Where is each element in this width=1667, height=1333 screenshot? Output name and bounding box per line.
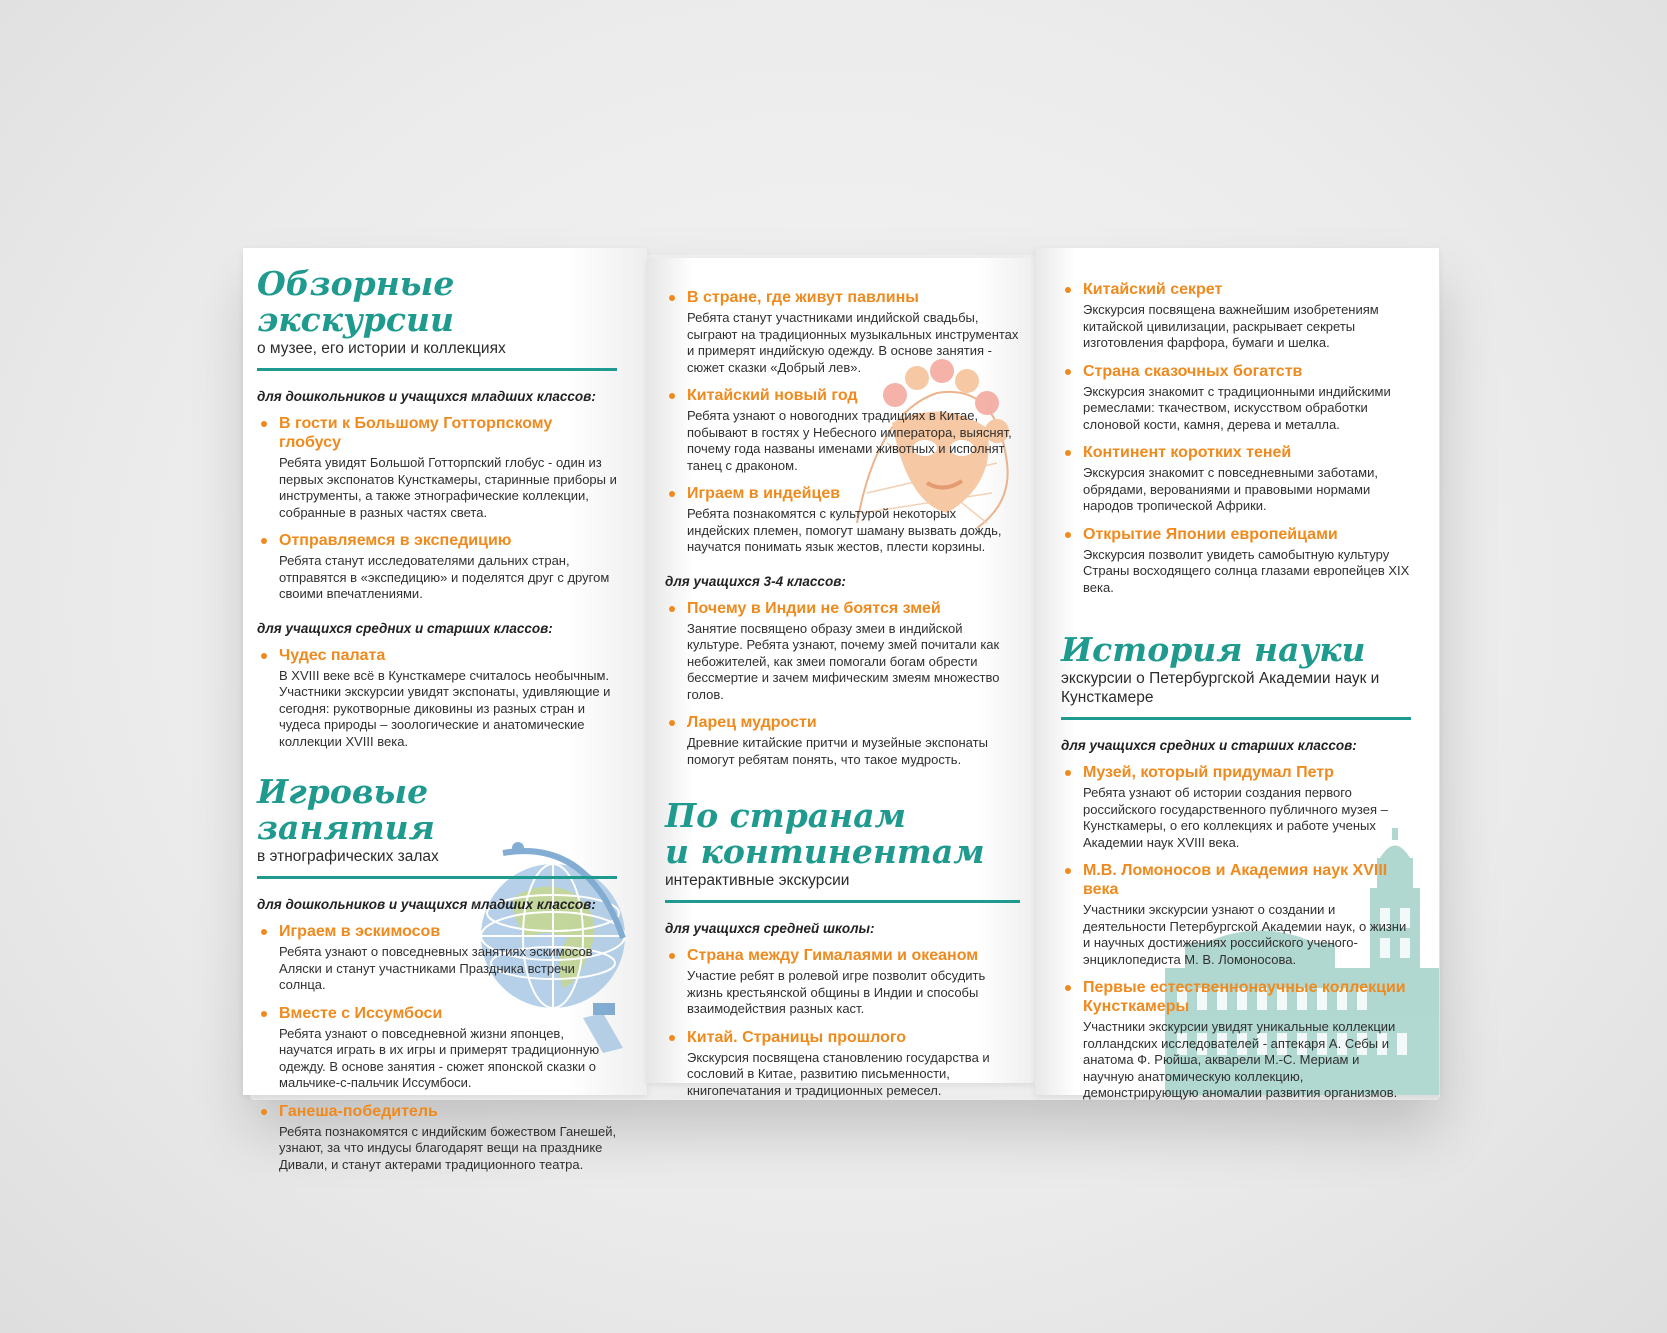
list-item [665, 484, 1020, 556]
item-description: Экскурсия посвящена становлению государства и сословий в Китае, развитию письменности, книгопечатания и традиционных ремесел. [687, 1049, 990, 1098]
item-description: Ребята узнают о повседневных занятиях эскимосов Аляски и станут участниками Праздника встречи солнца. [279, 944, 593, 992]
panel-left [243, 248, 647, 1172]
bullet-icon [1065, 450, 1071, 456]
list-item [257, 531, 617, 603]
list-item [1061, 861, 1411, 968]
item-title: Китайский новый год [687, 387, 858, 404]
section-divider [1061, 717, 1411, 720]
item-title: Играем в эскимосов [279, 923, 441, 940]
list-item [665, 599, 1020, 704]
list-item [257, 646, 617, 751]
item-title: В гости к Большому Готторпскому глобусу [279, 415, 553, 451]
bullet-icon [669, 393, 675, 399]
bullet-icon [261, 1109, 267, 1115]
item-title: Почему в Индии не боятся змей [687, 599, 941, 617]
audience-label: для учащихся средних и старших классов: [1061, 738, 1357, 753]
bullet-icon [669, 295, 675, 301]
middle-panel-content [665, 278, 1020, 1103]
section-subtitle: экскурсии о Петербургской Академии наук и Кунсткамере [1061, 670, 1380, 706]
list-item [1061, 362, 1411, 434]
item-title: М.В. Ломоносов и Академия наук XVIII века [1083, 862, 1388, 898]
bullet-icon [669, 953, 675, 959]
section-title: Игровые занятия [257, 772, 435, 847]
section-subtitle: о музее, его истории и коллекциях [257, 340, 506, 357]
item-title: Играем в индейцев [687, 485, 841, 502]
item-description: Древние китайские притчи и музейные экспонаты помогут ребятам понять, что такое мудрость. [687, 735, 988, 767]
list-item [257, 922, 617, 994]
item-title: Открытие Японии европейцами [1083, 525, 1338, 543]
item-description: Ребята познакомятся с индийским божеством Ганешей, узнают, за что индусы благодарят вещи на празднике Дивали, и станут актерами традиционного театра. [279, 1123, 617, 1172]
item-title: Вместе с Иссумбоси [279, 1004, 443, 1022]
item-title: Китайский секрет [1083, 281, 1223, 298]
list-item [1061, 763, 1411, 851]
bullet-icon [261, 538, 267, 544]
item-title: Континент коротких теней [1083, 444, 1292, 461]
bullet-icon [261, 653, 267, 659]
item-title: Страна между Гималаями и океаном [687, 947, 979, 964]
section-block [665, 798, 1020, 1099]
item-description: Участие ребят в ролевой игре позволит обсудить жизнь крестьянской общины в Индии и способы взаимодействия разных каст. [687, 968, 986, 1016]
bullet-icon [1065, 532, 1071, 538]
section-divider [665, 900, 1020, 903]
list-item [1061, 443, 1411, 515]
item-description: Ребята увидят Большой Готторпский глобус - один из первых экспонатов Кунсткамеры, старинные приборы и инструменты, а также этнографические коллекции, собранные в разных частях света. [279, 455, 617, 520]
bullet-icon [669, 720, 675, 726]
item-description: Занятие посвящено образу змеи в индийской культуре. Ребята узнают, почему змей почитали как небожителей, как змеи помогали богам обрести бессмертие и зачем мифическим змеям множество голов. [687, 620, 1000, 702]
section-title: Обзорные экскурсии [257, 264, 455, 339]
panel-middle [647, 258, 1035, 1098]
item-title: Первые естественнонаучные коллекции Кунсткамеры [1083, 979, 1406, 1015]
item-title: Страна сказочных богатств [1083, 362, 1303, 380]
item-title: Ларец мудрости [687, 714, 817, 731]
item-description: Ребята узнают о повседневной жизни японцев, научатся играть в их игры и примерят традиционную одежду. В основе занятия - сюжет японской сказки о мальчике-с-пальчик Иссумбоси. [279, 1025, 600, 1090]
item-title: Ганеша-победитель [279, 1102, 438, 1120]
item-description: Экскурсия знакомит с повседневными заботами, обрядами, верованиями и правовыми нормами народов тропической Африки. [1083, 465, 1378, 513]
section-divider [257, 876, 617, 879]
section-title-line1: По странам [665, 796, 906, 835]
section-block [257, 266, 617, 750]
audience-label: для дошкольников и учащихся младших классов: [257, 389, 596, 404]
bullet-icon [669, 1035, 675, 1041]
bullet-icon [669, 606, 675, 612]
item-title: В стране, где живут павлины [687, 289, 919, 306]
audience-label: для учащихся 3-4 классов: [665, 573, 846, 589]
audience-label: для дошкольников и учащихся младших классов: [257, 897, 596, 912]
item-description: Участники экскурсии узнают о создании и деятельности Петербургской Академии наук, о жизни и научных достижениях российского ученого-энциклопедиста М. В. Ломоносова. [1083, 902, 1407, 967]
bullet-icon [261, 421, 267, 427]
item-description: Ребята познакомятся с культурой некоторых индейских племен, помогут шаману вызвать дождь, научатся понимать язык жестов, плести корзины. [687, 506, 1002, 554]
list-item [1061, 978, 1411, 1102]
list-item [665, 713, 1020, 768]
list-item [1061, 525, 1411, 597]
item-description: Экскурсия позволит увидеть самобытную культуру Страны восходящего солнца глазами европейцев XIX века. [1083, 546, 1410, 595]
bullet-icon [1065, 770, 1071, 776]
bullet-icon [1065, 868, 1071, 874]
item-description: Экскурсия знакомит с традиционными индийскими ремеслами: ткачеством, искусством обработки слоновой кости, камня, дерева и металла. [1083, 383, 1391, 432]
section-subtitle: интерактивные экскурсии [665, 872, 850, 889]
list-item [665, 386, 1020, 474]
section-block [257, 774, 617, 1173]
bullet-icon [261, 929, 267, 935]
item-description: Ребята узнают о новогодних традициях в Китае, побывают в гостях у Небесного императора, выяснят, почему года названы именами животных и исполнят танец с драконом. [687, 408, 1012, 473]
item-title: Отправляемся в экспедицию [279, 532, 512, 549]
left-panel-content [257, 264, 617, 1172]
item-description: В XVIII веке всё в Кунсткамере считалось необычным. Участники экскурсии увидят экспонаты, удивляющие и сегодня: рукотворные диковины из разных стран и чудеса природы – зоологические и анатомические коллекции XVIII века. [279, 667, 611, 749]
item-description: Ребята станут участниками индийской свадьбы, сыграют на традиционных музыкальных инструментах и примерят индийскую одежду. В основе занятия - сюжет сказки «Добрый лев». [687, 310, 1019, 375]
item-description: Ребята узнают об истории создания первого российского государственного публичного музея – Кунсткамеры, о его коллекциях и работе ученых Академии наук XVIII века. [1083, 785, 1388, 850]
bullet-icon [1065, 287, 1071, 293]
section-subtitle: в этнографических залах [257, 848, 439, 865]
item-title: Китай. Страницы прошлого [687, 1028, 907, 1046]
list-item [665, 946, 1020, 1018]
panel-right [1035, 248, 1439, 1100]
section-block [1061, 632, 1411, 1102]
section-title-line2: и континентам [665, 832, 985, 871]
bullet-icon [1065, 369, 1071, 375]
list-item [1061, 280, 1411, 352]
list-item [257, 1004, 617, 1092]
audience-label: для учащихся средних и старших классов: [257, 620, 553, 636]
bullet-icon [261, 1011, 267, 1017]
item-title: Музей, который придумал Петр [1083, 764, 1334, 781]
item-title: Чудес палата [279, 646, 386, 664]
list-item [257, 1102, 617, 1174]
section-divider [257, 368, 617, 371]
bullet-icon [1065, 985, 1071, 991]
item-description: Экскурсия посвящена важнейшим изобретениям китайской цивилизации, раскрывает секреты изготовления фарфора, бумаги и шелка. [1083, 302, 1379, 350]
audience-label: для учащихся средней школы: [665, 921, 875, 936]
bullet-icon [669, 491, 675, 497]
list-item [665, 1028, 1020, 1100]
item-description: Участники экскурсии увидят уникальные коллекции голландских исследователей - аптекаря А. Себы и анатома Ф. Рюйша, акварели М.-С. Мериам и научную анатомическую коллекцию, демонстрирующую аномалии развития организмов. [1083, 1019, 1398, 1100]
list-item [665, 288, 1020, 376]
right-panel-content [1061, 270, 1411, 1117]
list-item [257, 414, 617, 521]
item-description: Ребята станут исследователями дальних стран, отправятся в «экспедицию» и поделятся друг с другом своими впечатлениями. [279, 553, 610, 601]
section-title: История науки [1061, 630, 1366, 669]
